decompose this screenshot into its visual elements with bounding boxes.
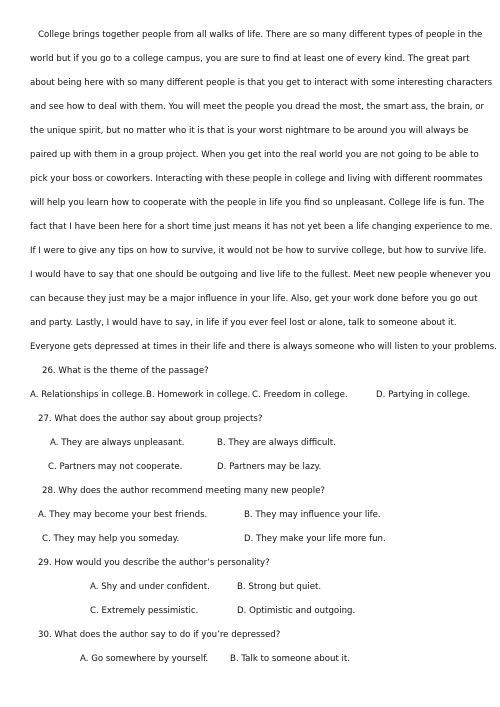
answer-option[interactable]: D. Partners may be lazy.: [217, 462, 322, 472]
passage-line: pick your boss or coworkers. Interacting with these people in college and living with different roommates: [30, 174, 483, 184]
answer-option[interactable]: B. They are always difficult.: [217, 438, 336, 448]
question-stem: 27. What does the author say about group projects?: [38, 414, 263, 424]
passage-line: and see how to deal with them. You will meet the people you dread the most, the smart ass, the brain, or: [30, 102, 485, 112]
passage-line: paired up with them in a group project. When you get into the real world you are not going to be able to: [30, 150, 479, 160]
question-stem: 26. What is the theme of the passage?: [42, 366, 209, 376]
answer-option[interactable]: D. Optimistic and outgoing.: [237, 606, 356, 616]
question-stem: 29. How would you describe the author’s personality?: [38, 558, 270, 568]
answer-option[interactable]: A. They are always unpleasant.: [50, 438, 185, 448]
answer-option[interactable]: A. Relationships in college.: [30, 390, 146, 400]
passage-line: world but if you go to a college campus, you are sure to find at least one of every kind. The great part: [30, 54, 470, 64]
answer-option[interactable]: B. Strong but quiet.: [237, 582, 322, 592]
answer-option[interactable]: A. Go somewhere by yourself.: [80, 654, 209, 664]
passage-line: can because they just may be a major influence in your life. Also, get your work done before you go out: [30, 294, 478, 304]
passage-line: College brings together people from all walks of life. There are so many different types of people in the: [38, 30, 483, 40]
answer-option[interactable]: B. Homework in college.: [146, 390, 251, 400]
passage-line: If I were to give any tips on how to survive, it would not be how to survive college, but how to survive life.: [30, 246, 487, 256]
answer-option[interactable]: D. Partying in college.: [376, 390, 471, 400]
answer-option[interactable]: A. Shy and under confident.: [90, 582, 210, 592]
question-stem: 28. Why does the author recommend meeting many new people?: [42, 486, 325, 496]
answer-option[interactable]: C. Freedom in college.: [252, 390, 348, 400]
question-stem: 30. What does the author say to do if you’re depressed?: [38, 630, 281, 640]
answer-option[interactable]: D. They make your life more fun.: [244, 534, 386, 544]
passage-line: Everyone gets depressed at times in their life and there is always someone who will listen to your problems.: [30, 342, 497, 352]
passage-line: and party. Lastly, I would have to say, in life if you ever feel lost or alone, talk to someone about it.: [30, 318, 457, 328]
answer-option[interactable]: A. They may become your best friends.: [38, 510, 208, 520]
answer-option[interactable]: C. They may help you someday.: [42, 534, 180, 544]
passage-line: fact that I have been here for a short time just means it has not yet been a life changing experience to me.: [30, 222, 493, 232]
passage-line: the unique spirit, but no matter who it is that is your worst nightmare to be around you will always be: [30, 126, 469, 136]
answer-option[interactable]: C. Extremely pessimistic.: [90, 606, 199, 616]
answer-option[interactable]: C. Partners may not cooperate.: [48, 462, 183, 472]
passage-line: about being here with so many different people is that you get to interact with some interesting characters: [30, 78, 493, 88]
answer-option[interactable]: B. They may influence your life.: [244, 510, 381, 520]
passage-line: I would have to say that one should be outgoing and live life to the fullest. Meet new people whenever you: [30, 270, 491, 280]
passage-line: will help you learn how to cooperate with the people in life you find so unpleasant. College life is fun. The: [30, 198, 485, 208]
answer-option[interactable]: B. Talk to someone about it.: [230, 654, 351, 664]
